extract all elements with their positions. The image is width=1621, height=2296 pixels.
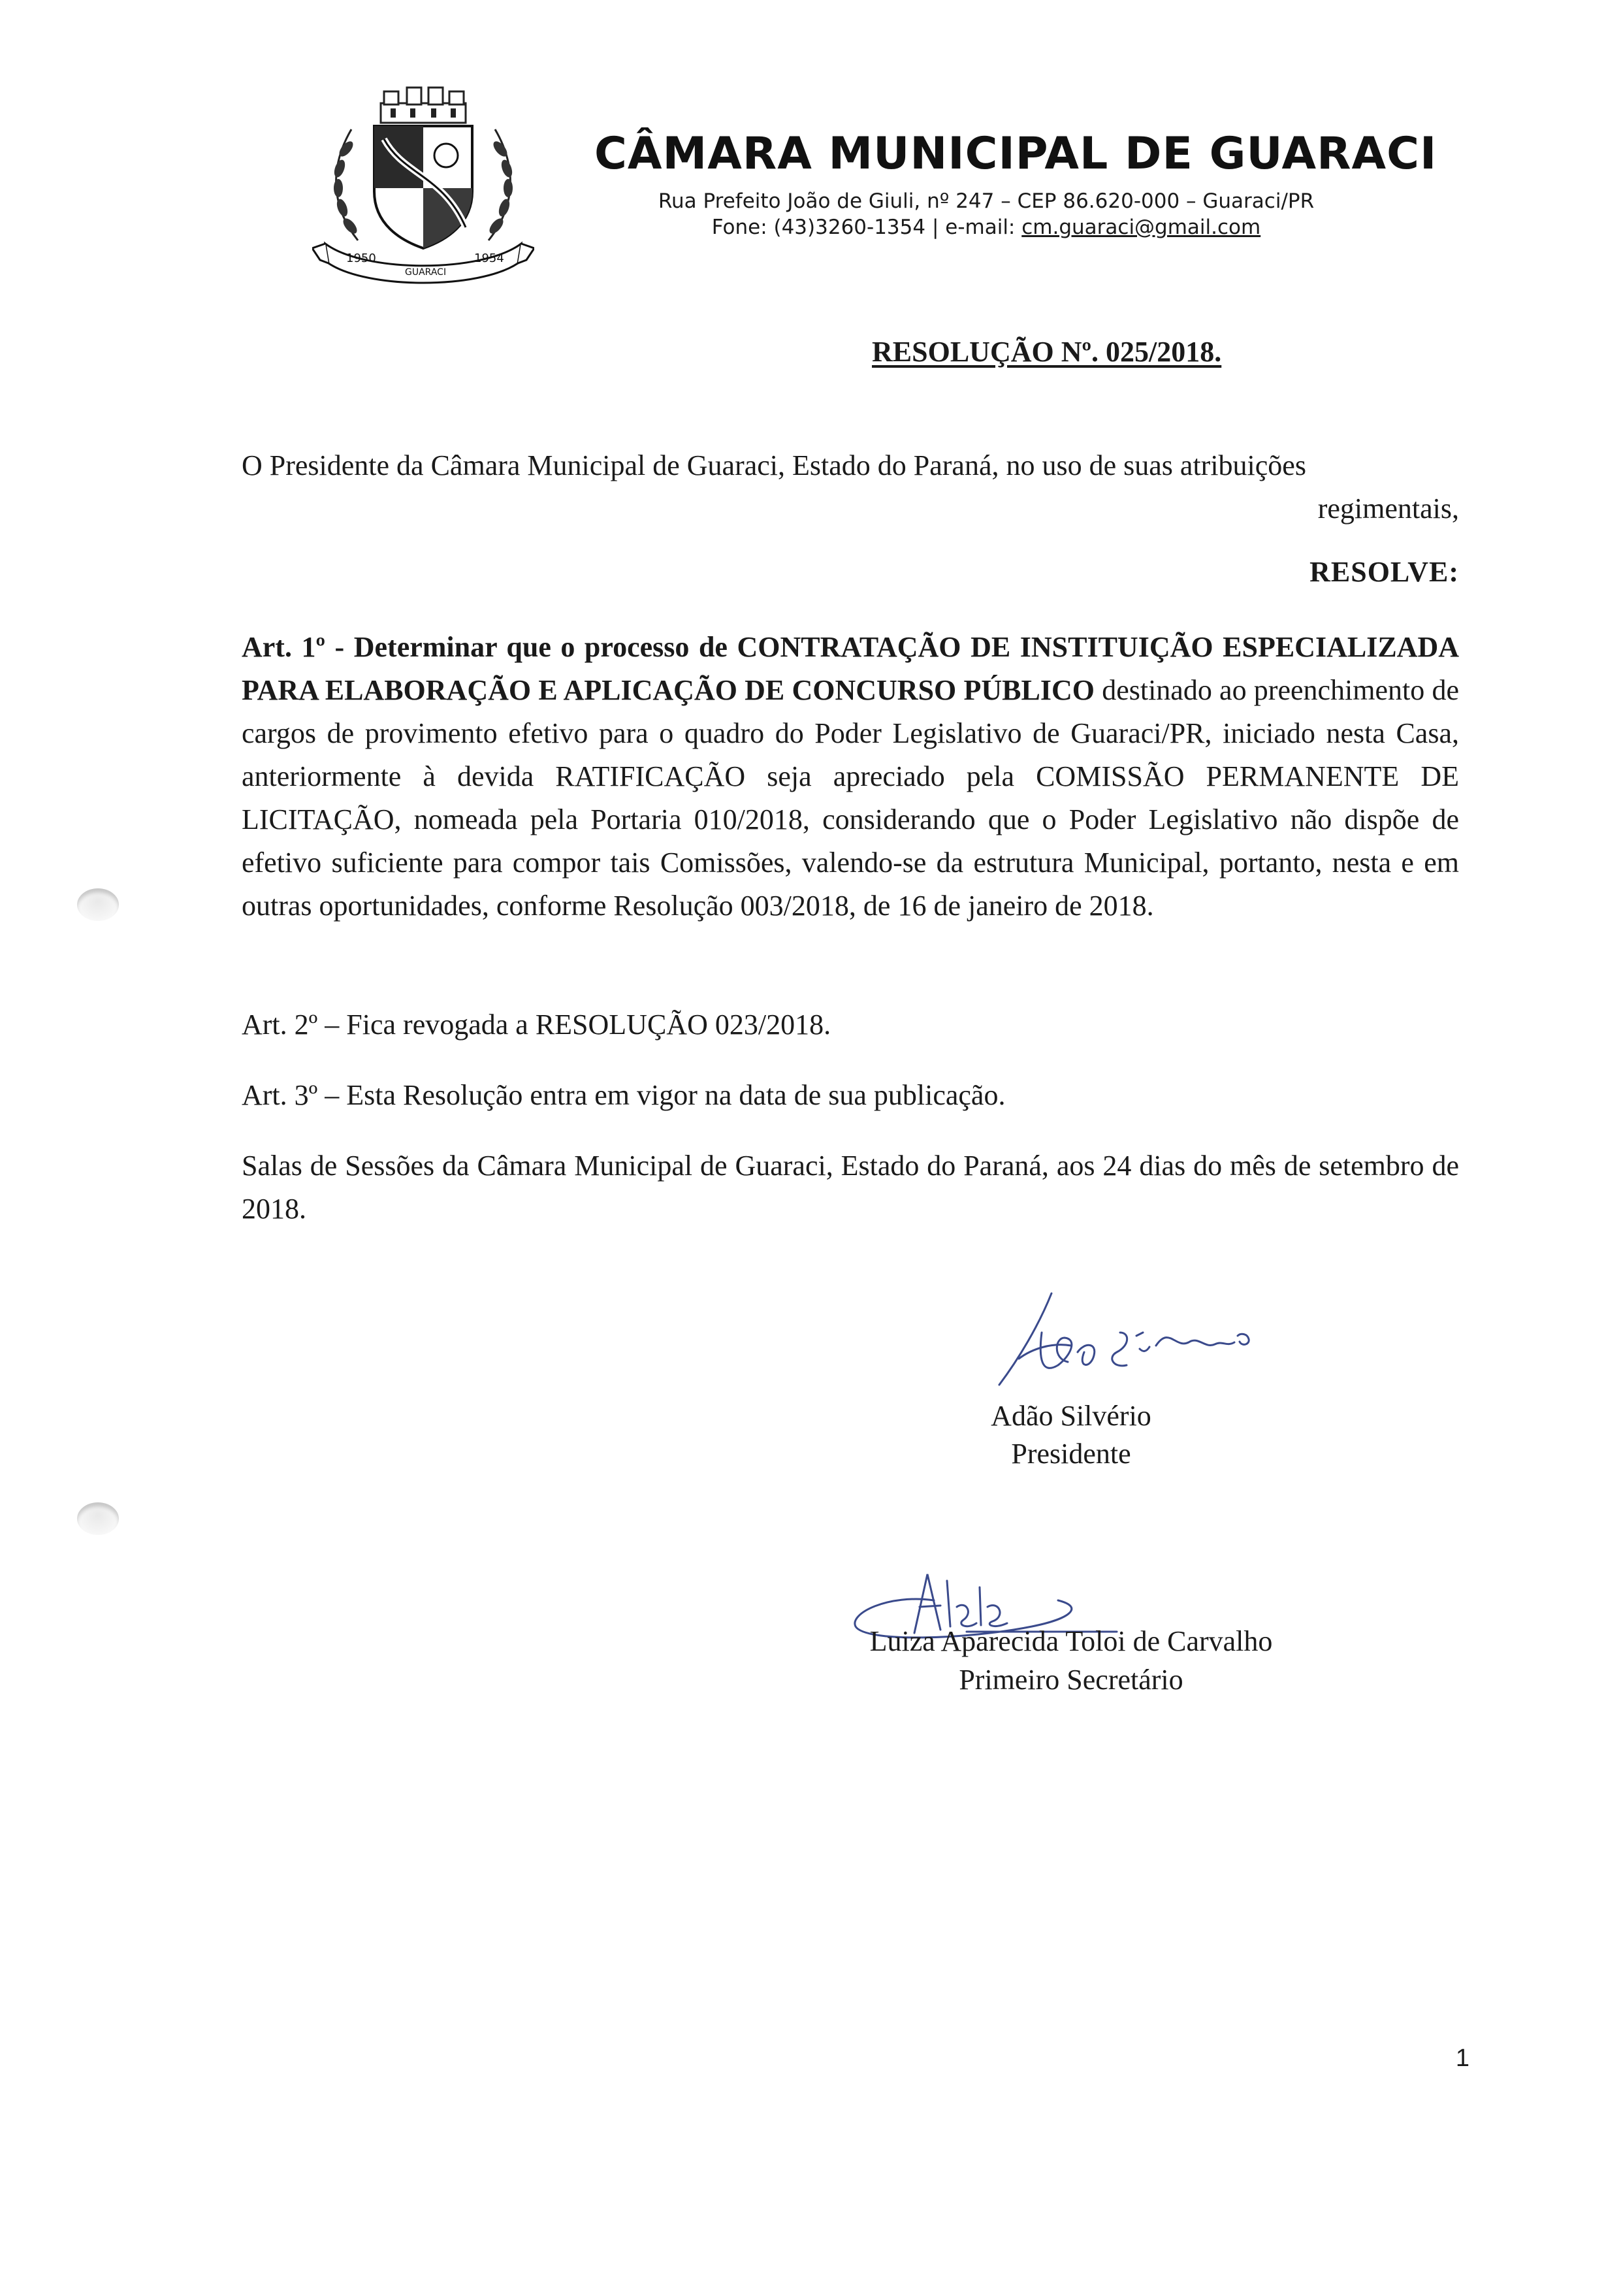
intro-paragraph: [242, 444, 1459, 530]
punch-hole: [77, 888, 119, 921]
article-3: Art. 3º – Esta Resolução entra em vigor na data de sua publicação.: [242, 1079, 1006, 1111]
article-1-text: destinado ao preenchimento de cargos de provimento efetivo para o quadro do Poder Legislativo de Guaraci/PR, iniciado nesta Casa, anteriormente à devida RATIFICAÇÃO seja apreciado pela COMISSÃO PERMANENTE DE LICITAÇÃO, nomeada pela Portaria 010/2018, considerando que o Poder Legislativo não dispõe de efetivo suficiente para compor tais Comissões, valendo-se da estrutura Municipal, portanto, nesta e em outras oportunidades, conforme Resolução 003/2018, de 16 de janeiro de 2018.: [242, 674, 1460, 922]
page-number: 1: [1455, 2045, 1469, 2072]
signature-icon: [980, 1287, 1267, 1398]
article-1: [242, 626, 1459, 928]
resolution-title: RESOLUÇÃO Nº. 025/2018.: [872, 336, 1222, 368]
signatory-2-name: Luiza Aparecida Toloi de Carvalho: [869, 1625, 1273, 1657]
signatory-1-name: Adão Silvério: [991, 1400, 1151, 1432]
closing-paragraph: Salas de Sessões da Câmara Municipal de Guaraci, Estado do Paraná, aos 24 dias do mês de setembro de 2018.: [242, 1150, 1459, 1225]
resolve-heading: RESOLVE:: [1309, 556, 1459, 588]
article-1-bold-text: Art. 1º - Determinar que o processo de CONTRATAÇÃO DE INSTITUIÇÃO ESPECIALIZADA PARA ELABORAÇÃO E APLICAÇÃO DE CONCURSO PÚBLICO: [242, 631, 1459, 706]
signatory-1-role: Presidente: [1011, 1438, 1131, 1470]
intro-last-line: regimentais,: [1317, 493, 1459, 525]
intro-main-text: O Presidente da Câmara Municipal de Guaraci, Estado do Paraná, no uso de suas atribuições: [242, 449, 1306, 481]
article-2: Art. 2º – Fica revogada a RESOLUÇÃO 023/2018.: [242, 1009, 831, 1041]
crest-city: GUARACI: [405, 267, 447, 278]
coat-of-arms-icon: [312, 77, 534, 286]
organization-contact: [594, 216, 1378, 239]
punch-hole: [77, 1502, 119, 1535]
crest-year-left: 1950: [346, 251, 376, 265]
organization-address: Rua Prefeito João de Giuli, nº 247 – CEP 86.620-000 – Guaraci/PR: [658, 189, 1315, 213]
contact-email-link[interactable]: cm.guaraci@gmail.com: [1021, 216, 1261, 239]
organization-name: CÂMARA MUNICIPAL DE GUARACI: [594, 128, 1437, 180]
contact-phone: Fone: (43)3260-1354 | e-mail:: [711, 216, 1022, 239]
signatory-2-role: Primeiro Secretário: [959, 1664, 1183, 1696]
crest-year-right: 1954: [474, 251, 504, 265]
